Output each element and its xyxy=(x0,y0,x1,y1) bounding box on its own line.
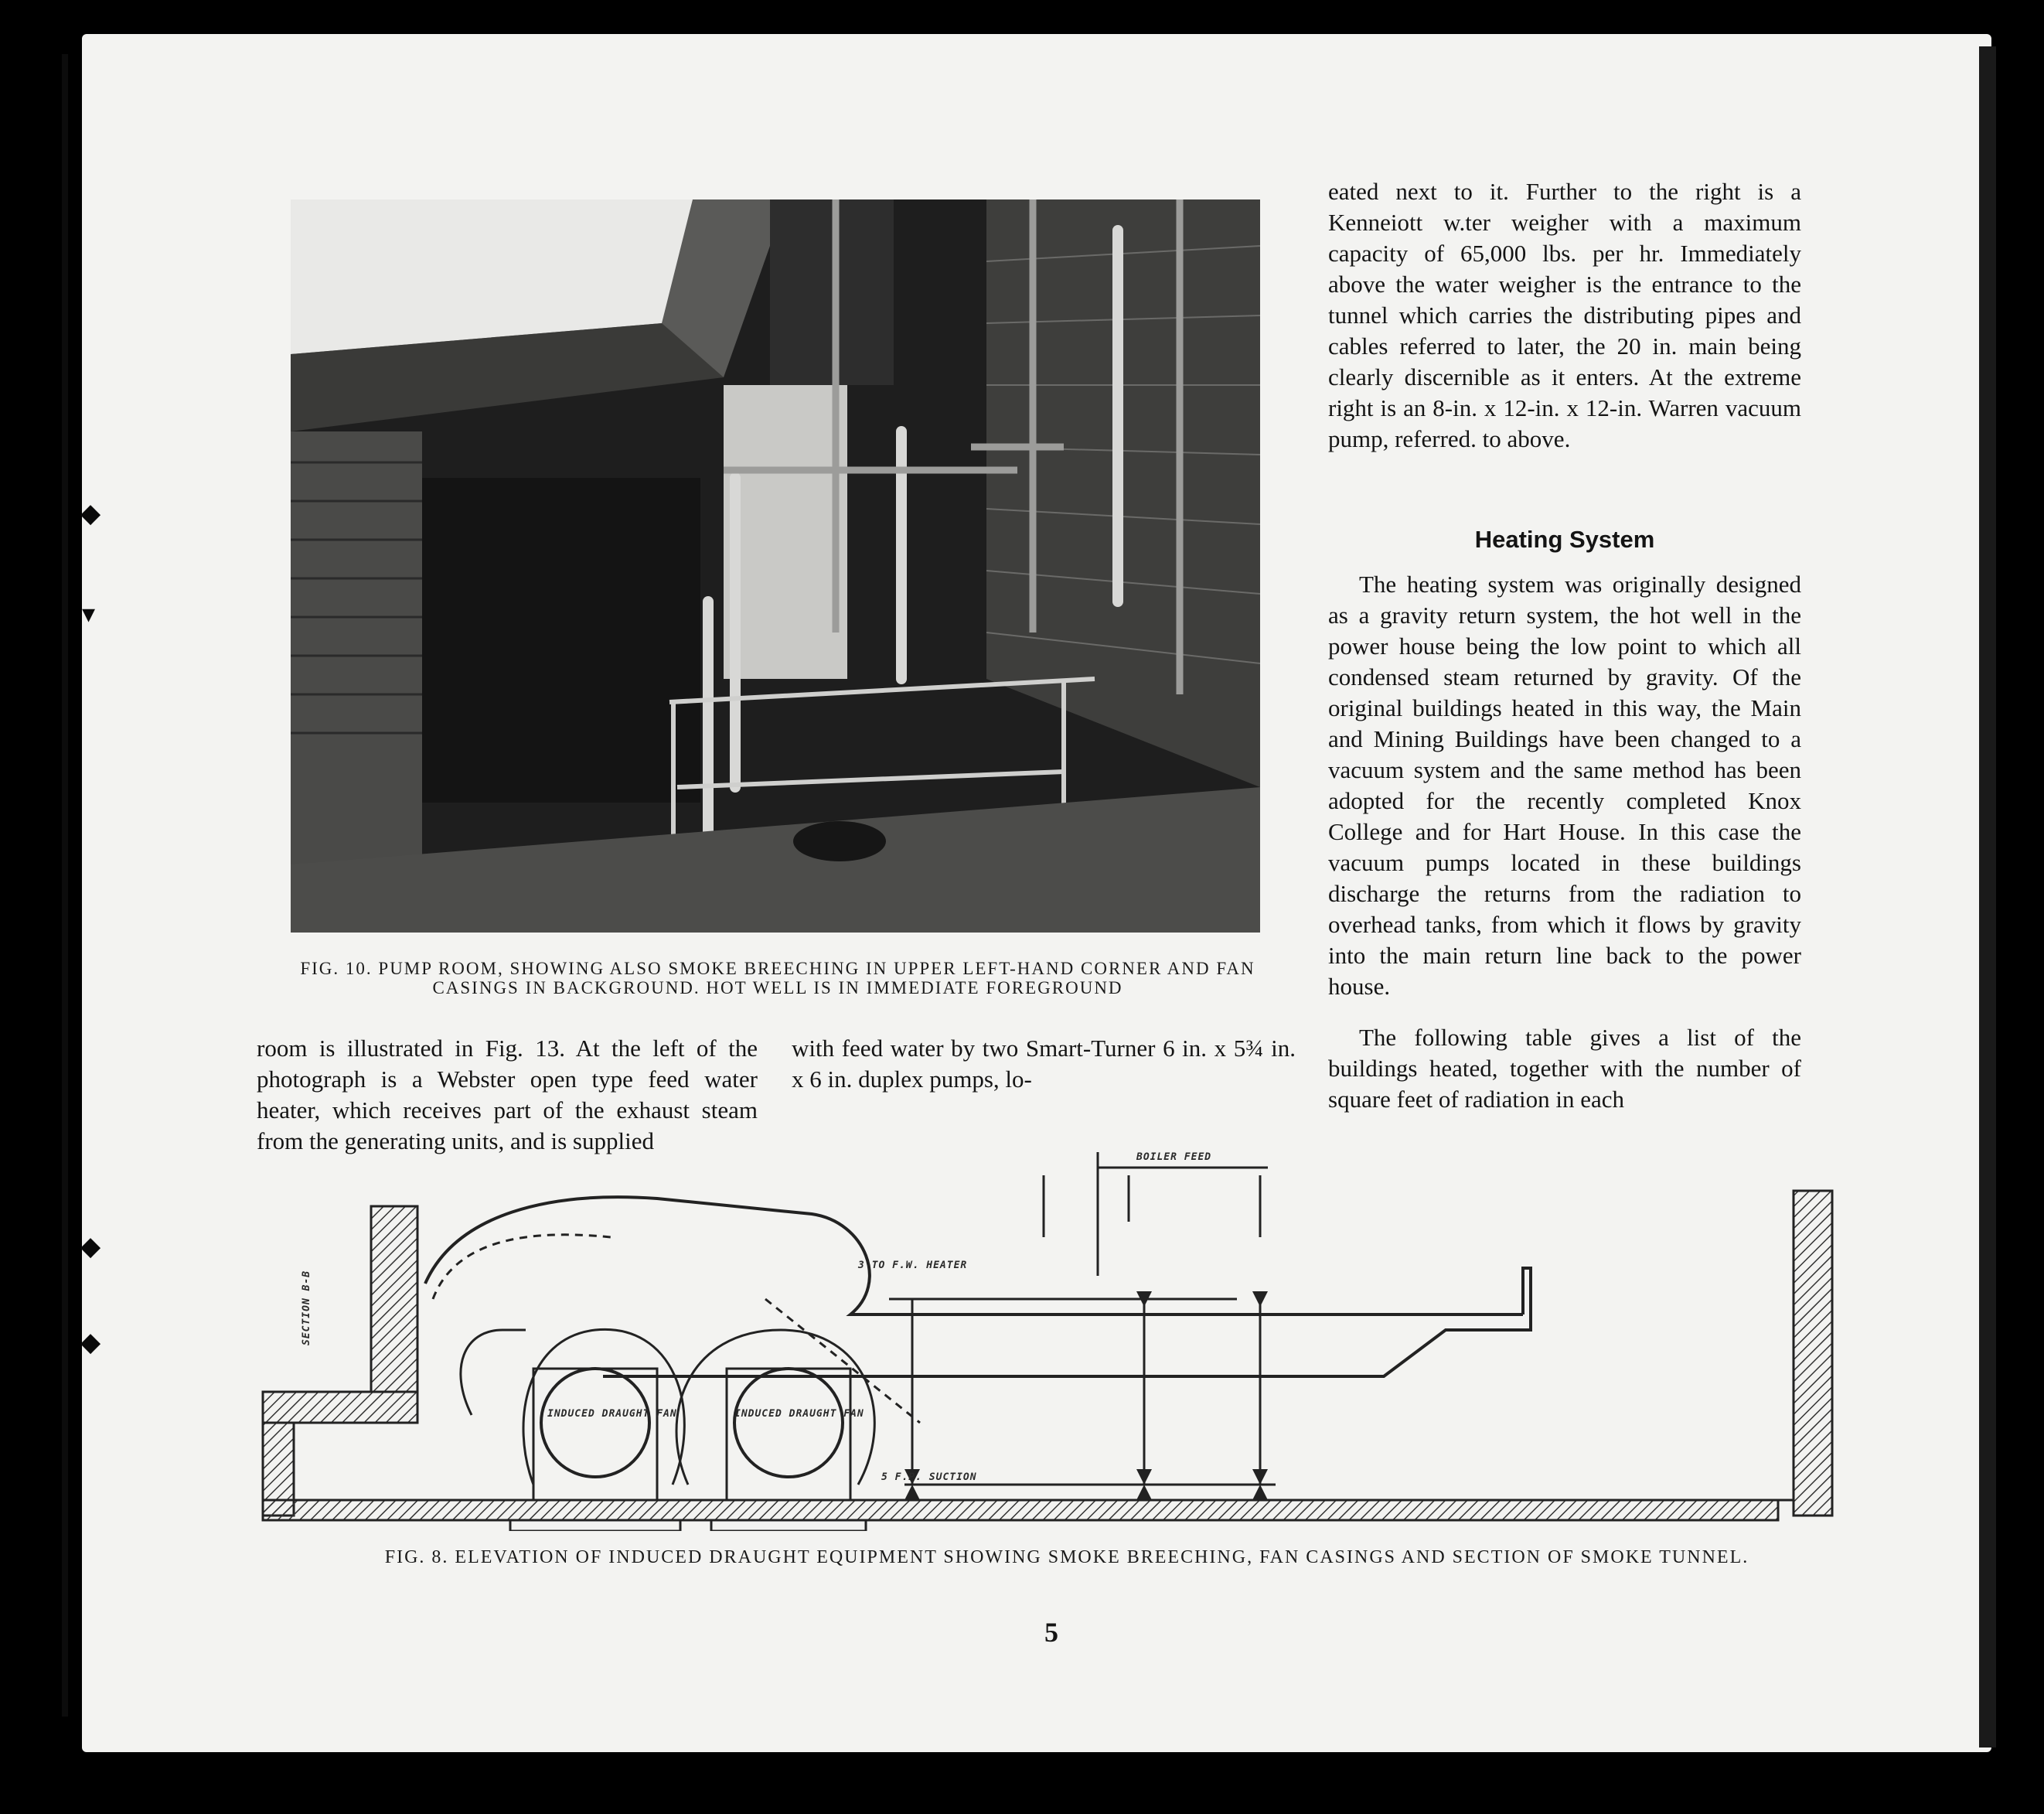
fan-label: Induced Draught Fan xyxy=(547,1408,677,1420)
induced-draught-elevation-drawing xyxy=(255,1083,1840,1531)
binding-hole-mark: ◆ xyxy=(80,1233,101,1261)
section-label: Section B-B xyxy=(301,1270,312,1345)
binding-gutter xyxy=(62,54,68,1717)
pump-room-photograph xyxy=(291,199,1260,933)
body-paragraph: with feed water by two Smart-Turner 6 in. x 5¾ in. x 6 in. duplex pumps, lo- xyxy=(792,1035,1296,1093)
suction-label: 5 F.P. Suction xyxy=(881,1471,977,1483)
body-paragraph: room is illustrated in Fig. 13. At the left of the photograph is a Webster open type feed water heater, which receives part of the exhaust steam from the generating units, and is supplied xyxy=(257,1035,758,1154)
binding-hole-mark: ◆ xyxy=(80,1328,101,1357)
heating-system-text xyxy=(1328,569,1801,1115)
fw-heater-label: 3 To F.W. Heater xyxy=(858,1260,968,1271)
boiler-feed-label: Boiler Feed xyxy=(1136,1151,1212,1163)
page-edge-shadow xyxy=(1979,46,1996,1748)
fan-label: Induced Draught Fan xyxy=(734,1408,864,1420)
fig10-caption: FIG. 10. PUMP ROOM, SHOWING ALSO SMOKE BREECHING IN UPPER LEFT-HAND CORNER AND FAN CASINGS IN BACKGROUND. HOT WELL IS IN IMMEDIATE FOREGROUND xyxy=(300,959,1255,997)
body-paragraph: The following table gives a list of the buildings heated, together with the number of square feet of radiation in each xyxy=(1328,1024,1801,1113)
fig8-caption: FIG. 8. ELEVATION OF INDUCED DRAUGHT EQUIPMENT SHOWING SMOKE BREECHING, FAN CASINGS AND SECTION OF SMOKE TUNNEL. xyxy=(384,1547,1749,1567)
body-paragraph: eated next to it. Further to the right is a Kenneiott w.ter weigher with a maximum capacity of 65,000 lbs. per hr. Immediately above the water weigher is the entrance to the tunnel which carries the distributing pipes and cables referred to later, the 20 in. main being clearly discernible as it enters. At the extreme right is an 8-in. x 12-in. x 12-in. Warren vacuum pump, referred. to above. xyxy=(1328,178,1801,452)
page-number: 5 xyxy=(1044,1617,1058,1648)
binding-hole-mark: ◆ xyxy=(80,500,101,528)
section-heading: Heating System xyxy=(1474,526,1655,553)
binding-hole-mark: ▾ xyxy=(82,600,96,629)
body-paragraph: The heating system was originally designed as a gravity return system, the hot well in the power house being the low point to which all condensed steam returned by gravity. Of the original buildings heated in this way, the Main and Mining Buildings have been changed to a vacuum system and the same method has been adopted for the recently completed Knox College and for Hart House. In this case the vacuum pumps located in these buildings discharge the returns from the radiation to overhead tanks, from which it flows by gravity into the main return line back to the power house. xyxy=(1328,571,1801,1000)
right-column-text xyxy=(1328,176,1801,455)
